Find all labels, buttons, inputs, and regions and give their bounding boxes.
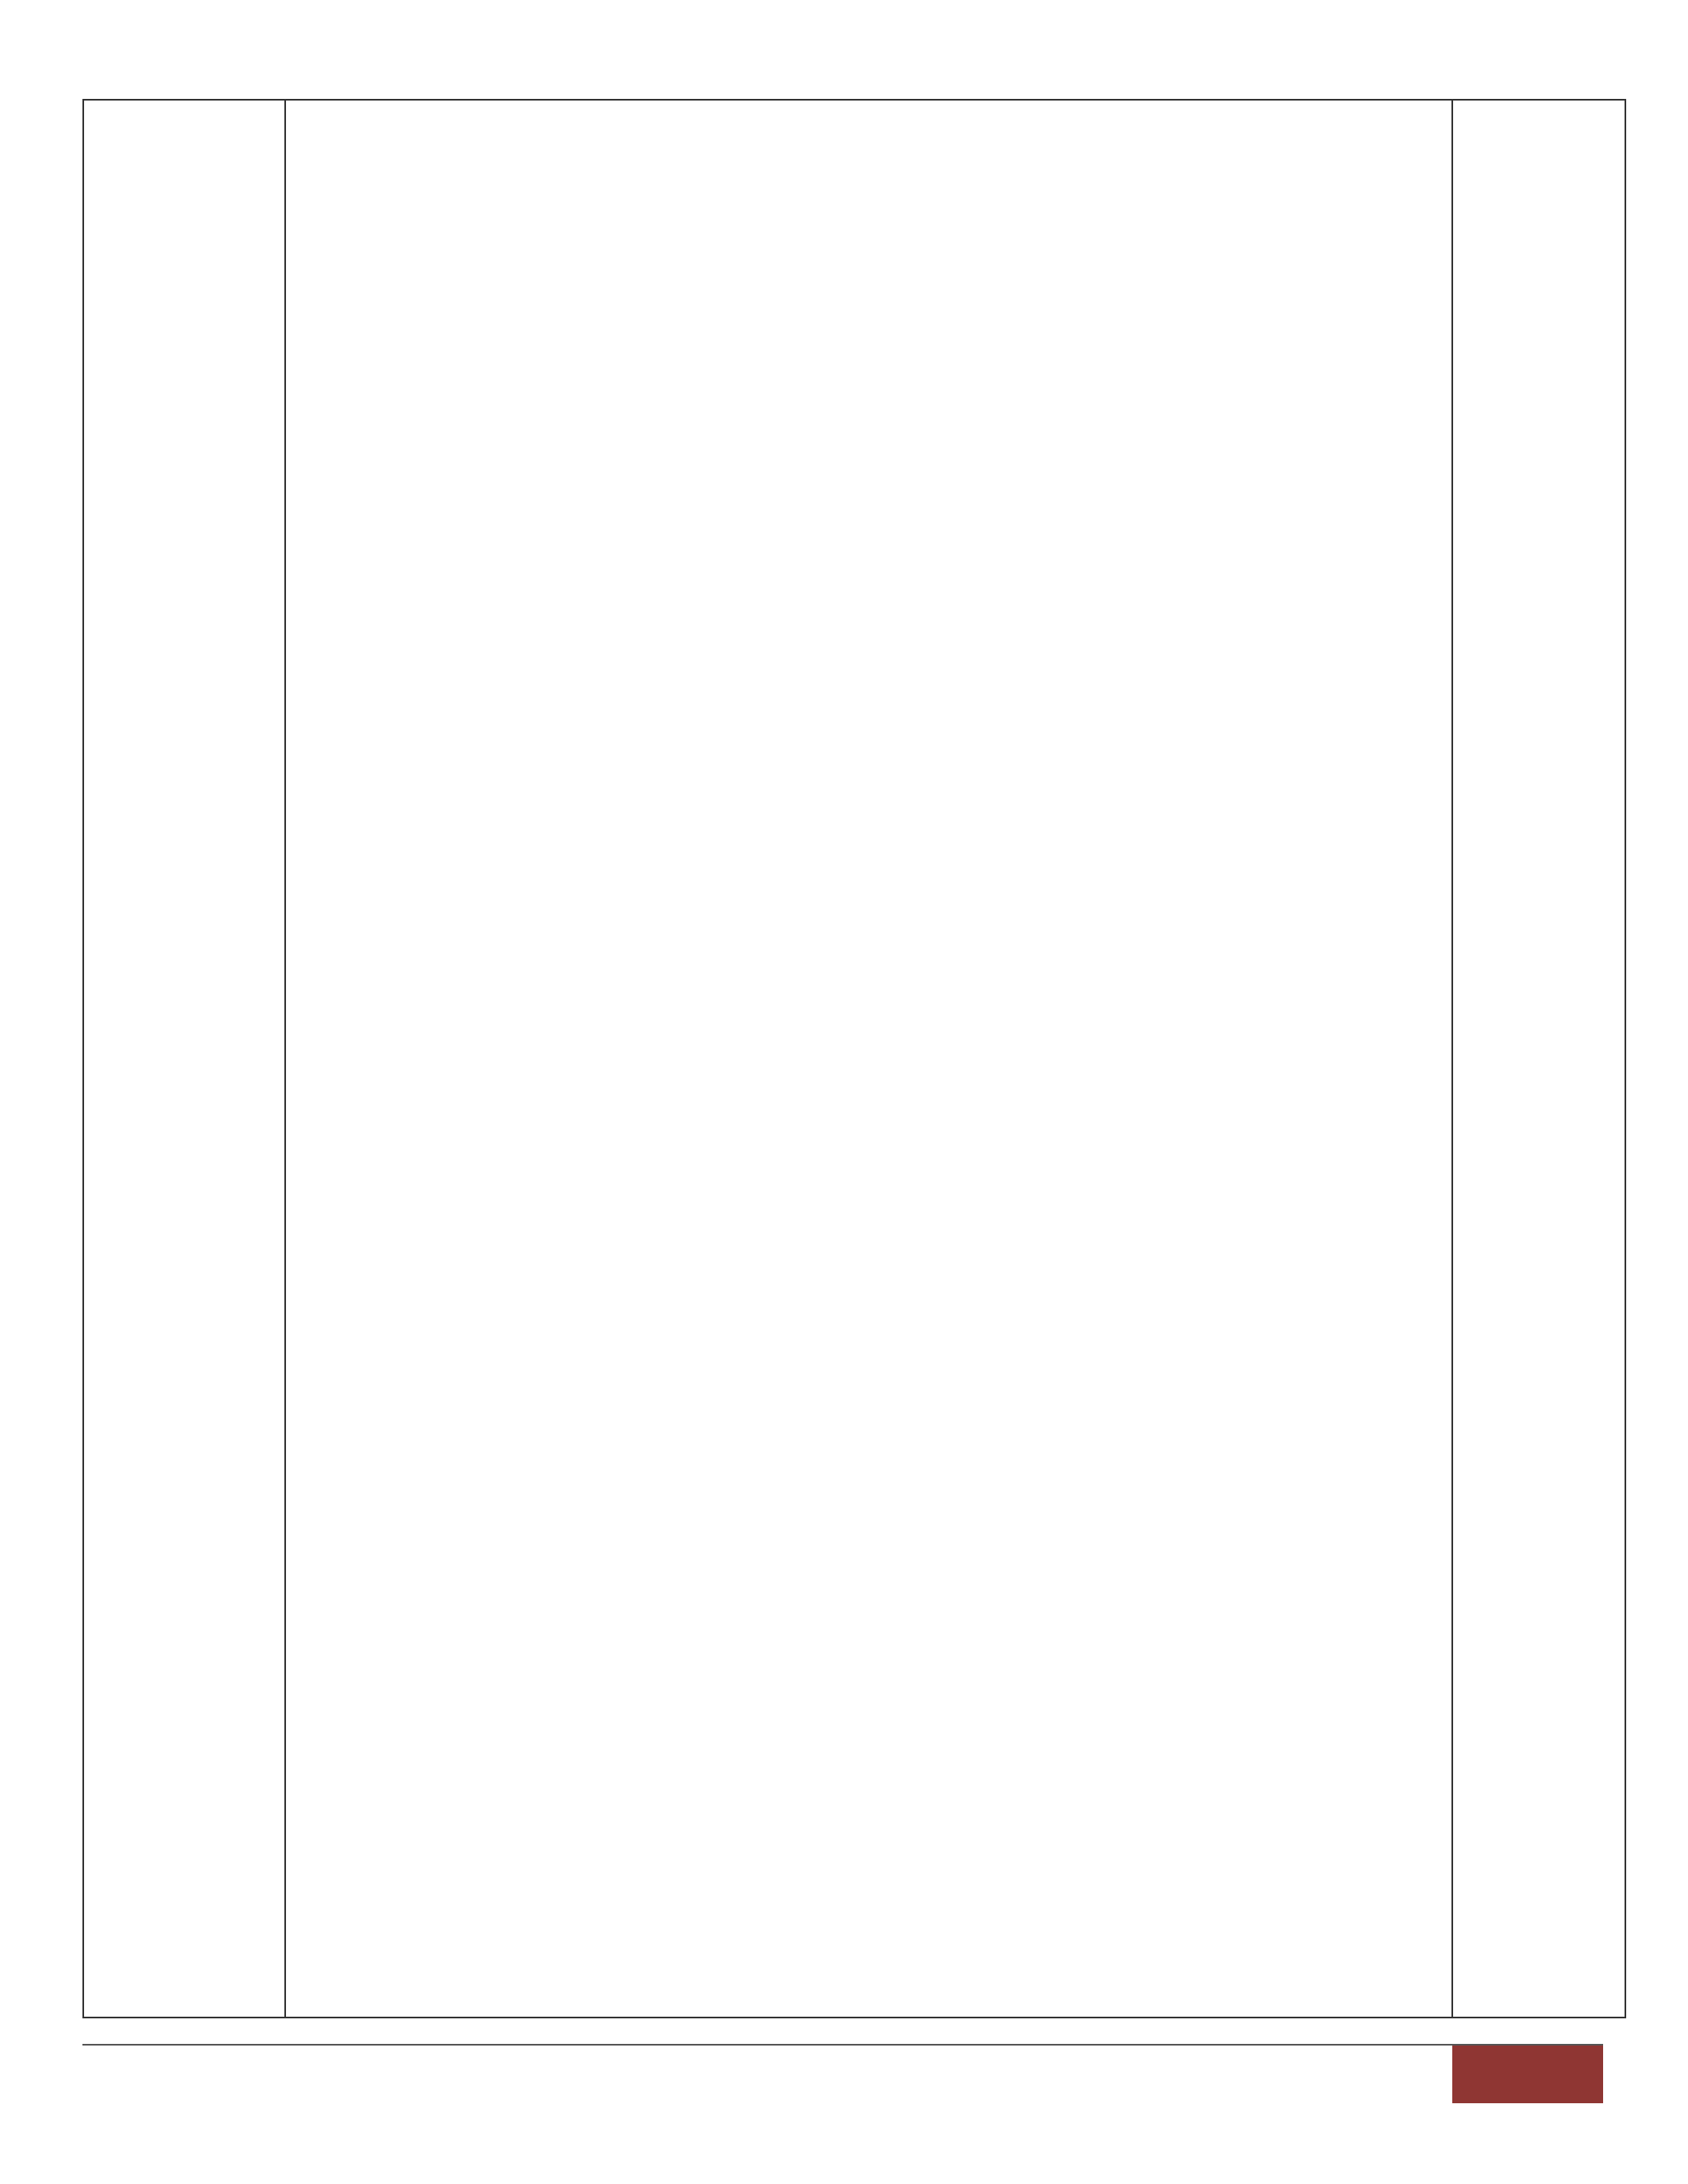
content-column — [286, 101, 1453, 2017]
page-number-box — [1452, 2046, 1603, 2103]
hours-column — [1453, 101, 1625, 2017]
section-number-column — [84, 101, 286, 2017]
page-number — [1452, 2057, 1469, 2092]
syllabus-table — [82, 99, 1626, 2018]
footer-rule — [82, 2044, 1603, 2046]
